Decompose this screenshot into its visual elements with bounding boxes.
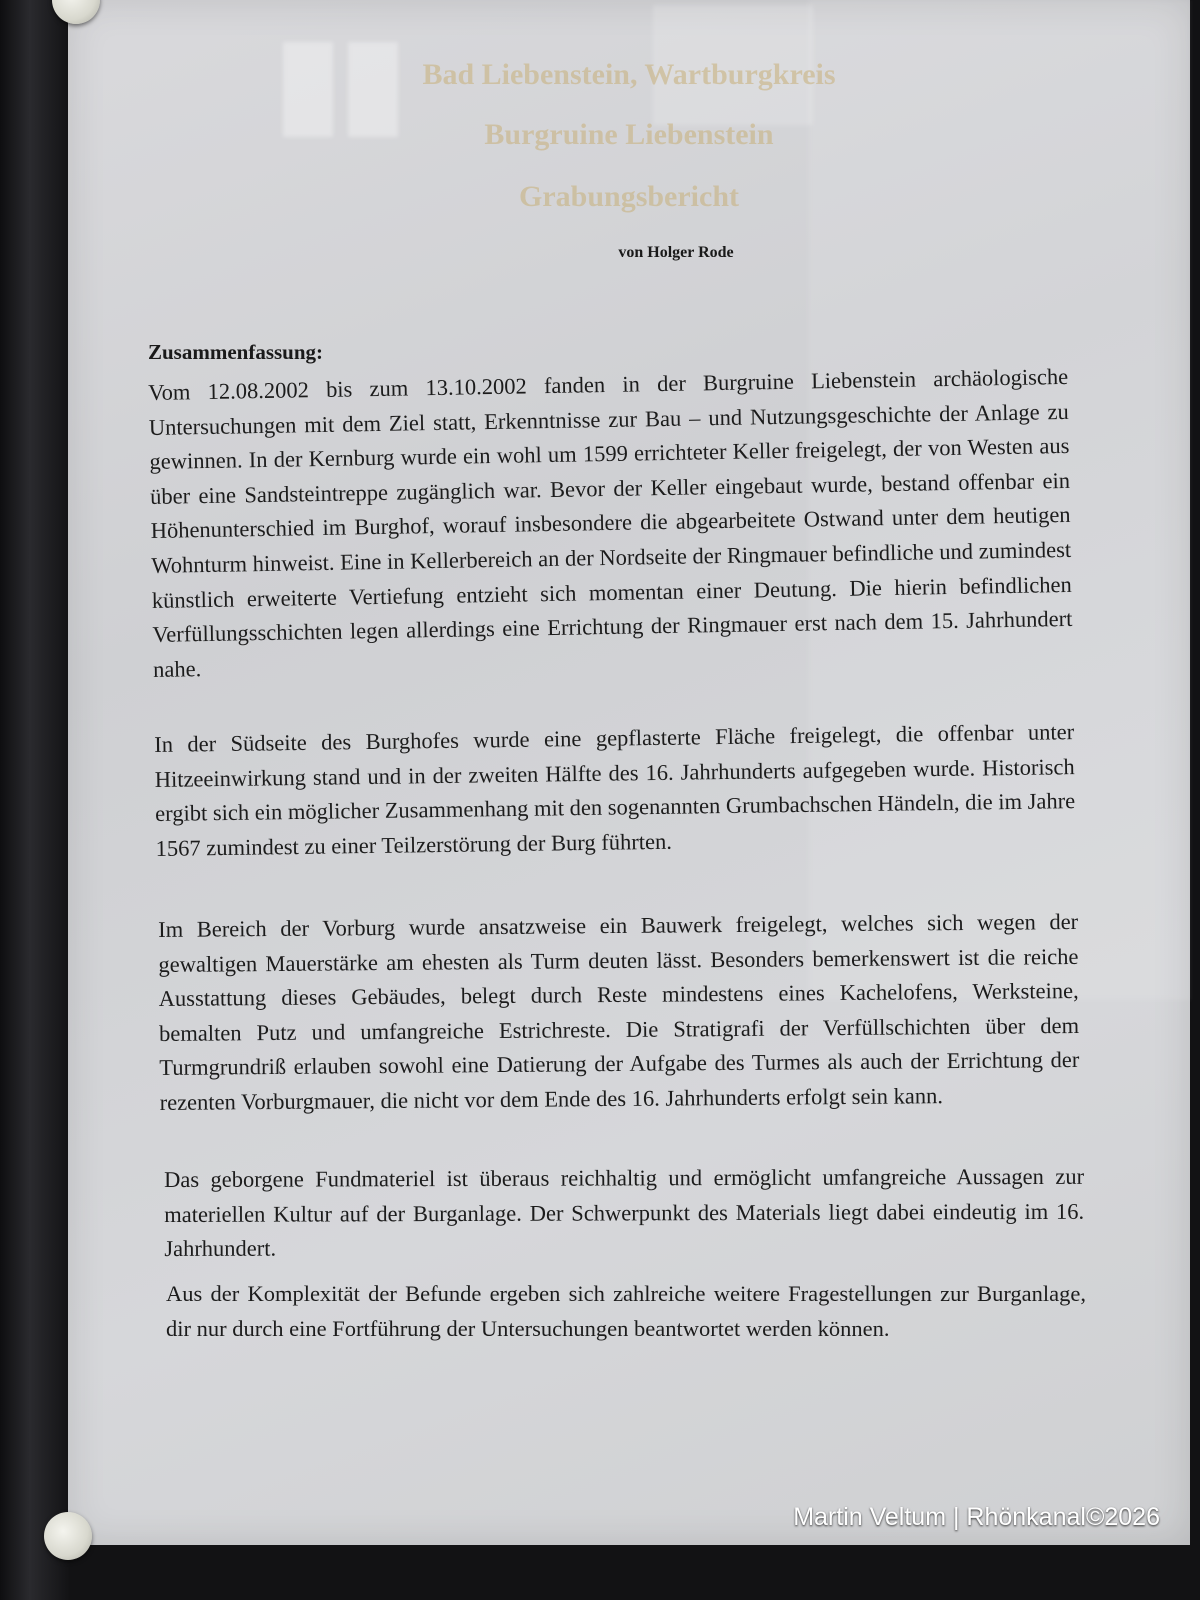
author-line: von Holger Rode <box>618 244 734 261</box>
summary-heading: Zusammenfassung: <box>148 340 324 364</box>
summary-paragraph-1: Vom 12.08.2002 bis zum 13.10.2002 fanden in der Burgruine Liebenstein archäologische Untersuchungen mit dem Ziel statt, Erkenntnisse zur Bau – und Nutzungsgeschichte der Anlage zu gewinnen. In der Kernburg wurde ein wohl um 1599 errichteter Keller freigelegt, der von Westen aus über eine Sandsteintreppe zugänglich war. Bevor der Keller eingebaut wurde, bestand offenbar ein Höhenunterschied im Burghof, worauf insbesondere die abgearbeitete Ostwand unter dem heutigen Wohnturm hinweist. Eine in Kellerbereich an der Nordseite der Ringmauer befindliche und zumindest künstlich erweiterte Vertiefung entzieht sich momentan einer Deutung. Die hierin befindlichen Verfüllungsschichten legen allerdings eine Errichtung der Ringmauer erst nach dem 15. Jahrhundert nahe. <box>148 363 1073 682</box>
notice-sheet <box>68 0 1190 1545</box>
summary-paragraph-3: Im Bereich der Vorburg wurde ansatzweise ein Bauwerk freigelegt, welches sich wegen der gewaltigen Mauerstärke am ehesten als Turm deuten lässt. Besonders bemerkenswert ist die reiche Ausstattung dieses Gebäudes, belegt durch Reste mindestens eines Kachelofens, Werksteine, bemalten Putz und umfangreiche Estrichreste. Die Stratigrafi der Verfüllschichten über dem Turmgrundriß erlauben sowohl eine Datierung der Aufgabe des Turmes als auch der Errichtung der rezenten Vorburgmauer, die nicht vor dem Ende des 16. Jahrhunderts erfolgt sein kann. <box>158 908 1080 1115</box>
summary-paragraph-4: Das geborgene Fundmateriel ist überaus reichhaltig und ermöglicht umfangreiche Aussagen zur materiellen Kultur auf der Burganlage. Der Schwerpunkt des Materials liegt dabei eindeutig im 16. Jahrhundert. <box>164 1163 1085 1262</box>
document-location-title: Bad Liebenstein, Wartburgkreis <box>422 58 836 91</box>
document-report-title: Grabungsbericht <box>518 180 740 213</box>
pushpin-bottom-left <box>44 1512 92 1560</box>
summary-paragraph-2: In der Südseite des Burghofes wurde eine gepflasterte Fläche freigelegt, die offenbar unter Hitzeeinwirkung stand und in der zweiten Hälfte des 16. Jahrhunderts aufgegeben wurde. Historisch ergibt sich ein möglicher Zusammenhang mit den sogenannten Grumbachschen Händeln, die im Jahre 1567 zumindest zu einer Teilzerstörung der Burg führten. <box>154 719 1076 861</box>
summary-paragraph-5: Aus der Komplexität der Befunde ergeben sich zahlreiche weitere Fragestellungen zur Burganlage, dir nur durch eine Fortführung der Untersuchungen beantwortet werden können. <box>166 1281 1086 1341</box>
document-site-title: Burgruine Liebenstein <box>484 118 774 151</box>
photo-credit-watermark: Martin Veltum | Rhönkanal©2026 <box>793 1503 1160 1531</box>
